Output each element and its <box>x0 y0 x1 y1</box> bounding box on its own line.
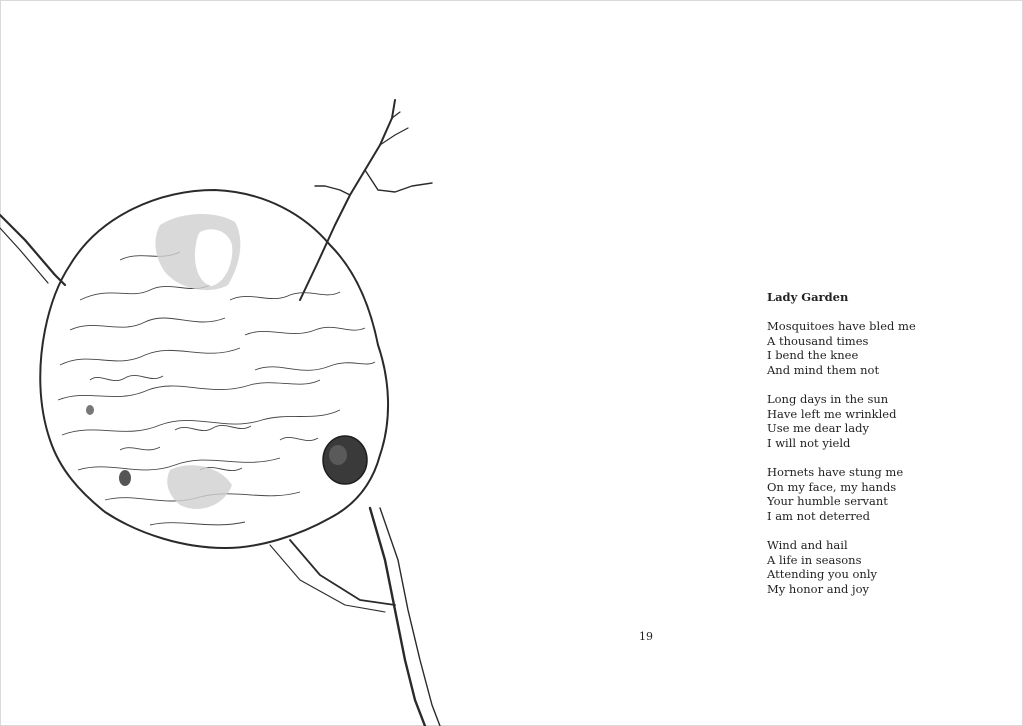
stanza-3 <box>767 465 1007 523</box>
poem-line: Have left me wrinkled <box>767 406 897 421</box>
poem-line: I am not deterred <box>767 508 870 523</box>
poem-line: A thousand times <box>767 333 869 348</box>
poem-line: Hornets have stung me <box>767 465 904 480</box>
poem-line: I bend the knee <box>767 348 859 363</box>
poem-line: Attending you only <box>767 567 878 582</box>
poem <box>767 290 1007 596</box>
poem-line: Long days in the sun <box>767 392 889 407</box>
stanza-2 <box>767 392 1007 450</box>
stanza-1 <box>767 319 1007 377</box>
page-number: 19 <box>639 630 653 643</box>
poem-line: I will not yield <box>767 435 851 450</box>
hornet-nest-illustration <box>0 90 470 726</box>
poem-line: Mosquitoes have bled me <box>767 319 916 334</box>
stanza-4 <box>767 538 1007 596</box>
poem-line: My honor and joy <box>767 581 870 596</box>
poem-line: A life in seasons <box>767 552 862 567</box>
poem-title: Lady Garden <box>767 290 849 304</box>
poem-line: On my face, my hands <box>767 479 897 494</box>
poem-line: Wind and hail <box>767 538 848 553</box>
poem-line: Use me dear lady <box>767 421 869 436</box>
poem-line: Your humble servant <box>767 494 888 509</box>
poem-line: And mind them not <box>767 362 880 377</box>
